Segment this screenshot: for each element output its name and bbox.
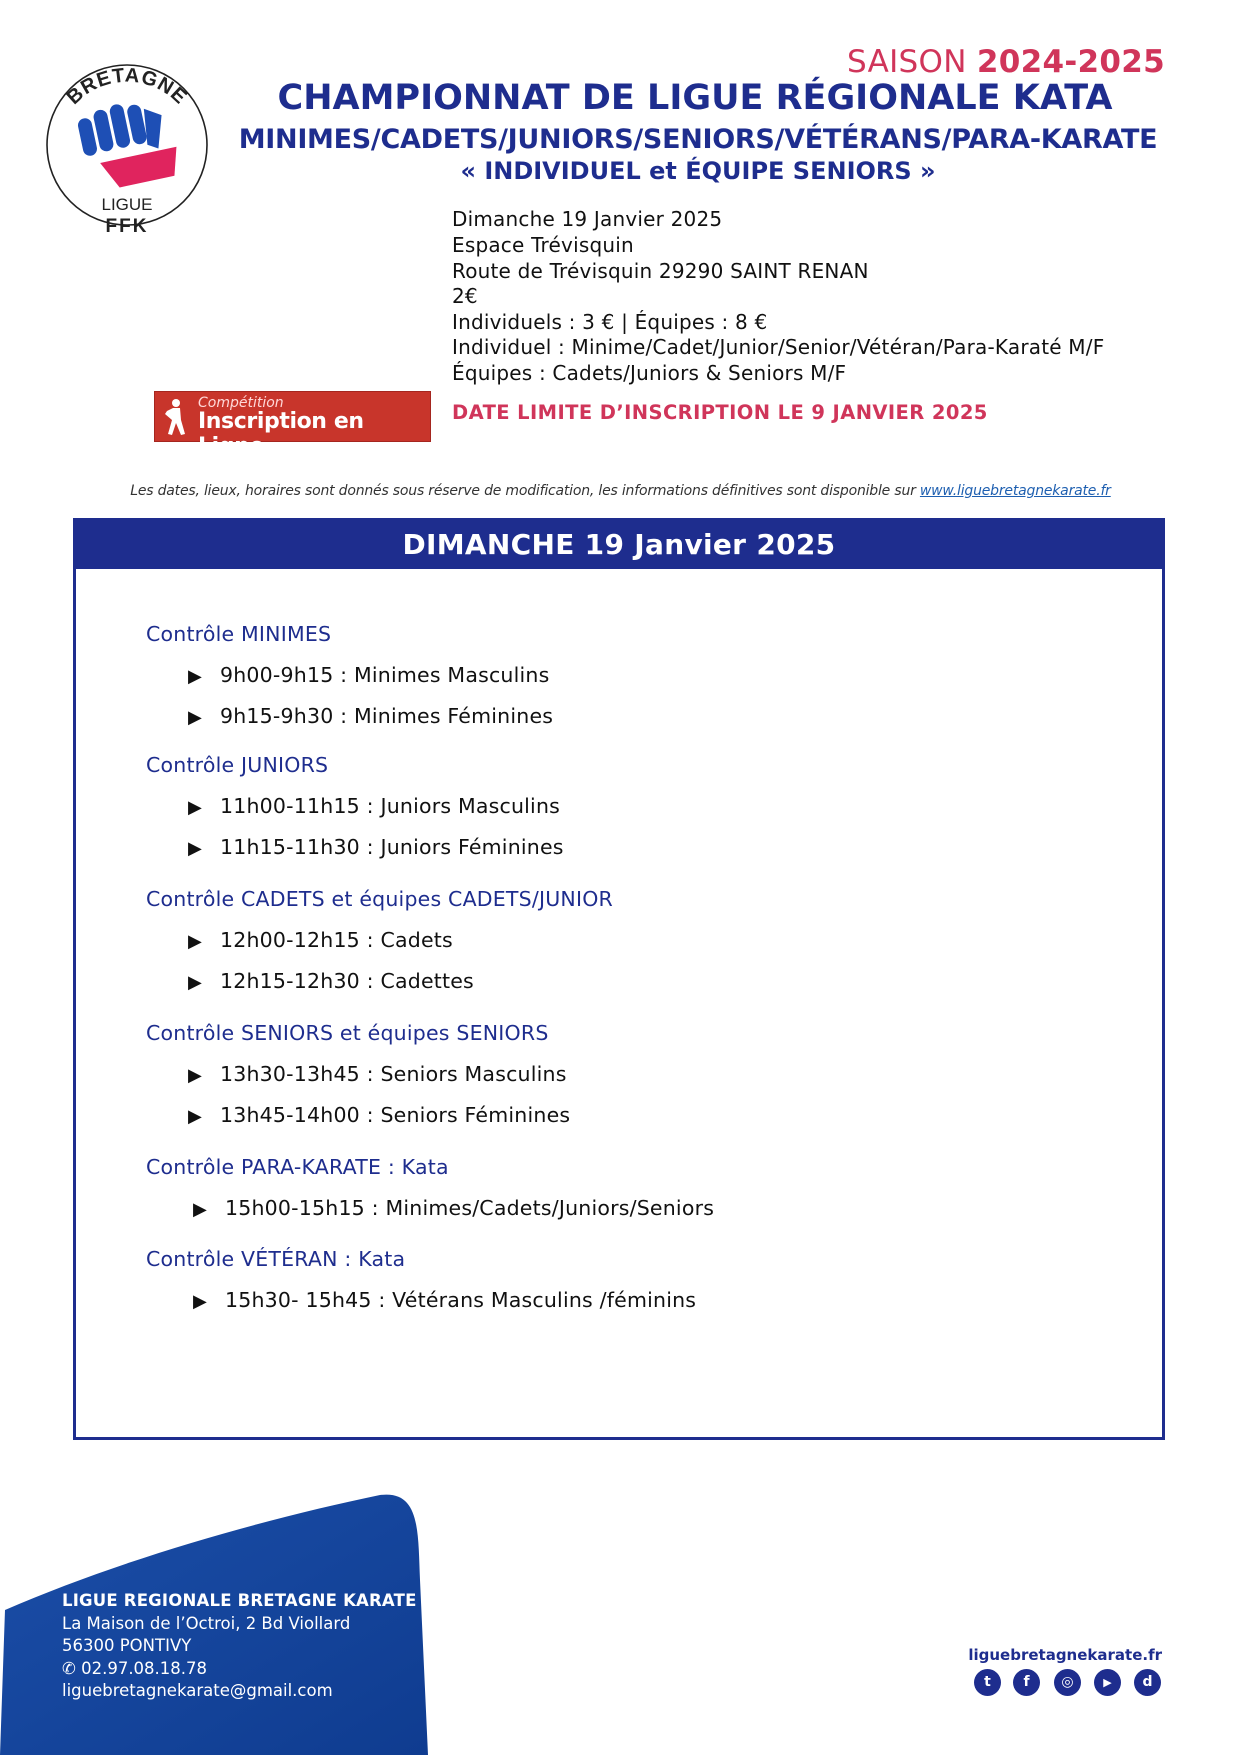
info-value: Individuels : 3 € | Équipes : 8 € (452, 310, 768, 334)
arrow-right-icon: ▶ (193, 1199, 208, 1220)
phone-icon: ✆ (62, 1658, 82, 1678)
arrow-right-icon: ▶ (188, 972, 203, 993)
schedule-item (193, 1288, 696, 1312)
arrow-right-icon: ▶ (193, 1291, 208, 1312)
youtube-icon[interactable]: ▶ (1094, 1669, 1121, 1696)
twitter-icon[interactable]: t (974, 1669, 1001, 1696)
info-value: Route de Trévisquin 29290 SAINT RENAN (452, 259, 869, 283)
info-value: Espace Trévisquin (452, 233, 634, 257)
schedule-item (188, 928, 453, 952)
logo-ffk-text: FFK (105, 216, 149, 237)
arrow-right-icon: ▶ (188, 797, 203, 818)
schedule-item (188, 663, 550, 687)
section-title: Contrôle MINIMES (146, 622, 332, 646)
website-link[interactable]: www.liguebretagnekarate.fr (919, 483, 1111, 499)
footer-website[interactable]: liguebretagnekarate.fr (968, 1646, 1162, 1664)
schedule-item-text: 15h00-15h15 : Minimes/Cadets/Juniors/Seniors (225, 1196, 715, 1220)
schedule-item-text: 9h00-9h15 : Minimes Masculins (220, 663, 550, 687)
disclaimer (0, 483, 1241, 499)
arrow-right-icon: ▶ (188, 1065, 203, 1086)
season-prefix: SAISON (847, 44, 967, 80)
karateka-icon (163, 398, 187, 436)
footer-email[interactable]: liguebretagnekarate@gmail.com (62, 1681, 333, 1700)
schedule-item-text: 11h15-11h30 : Juniors Féminines (220, 835, 564, 859)
info-value: Dimanche 19 Janvier 2025 (452, 207, 723, 231)
schedule-item-text: 15h30- 15h45 : Vétérans Masculins /féminins (225, 1288, 697, 1312)
schedule-item-text: 13h30-13h45 : Seniors Masculins (220, 1062, 567, 1086)
schedule-item (188, 835, 564, 859)
info-value: 2€ (452, 284, 478, 308)
schedule-item (193, 1196, 714, 1220)
season-years: 2024-2025 (976, 44, 1165, 80)
schedule-item-text: 11h00-11h15 : Juniors Masculins (220, 794, 561, 818)
instagram-icon[interactable]: ◎ (1054, 1669, 1081, 1696)
schedule-item (188, 1062, 567, 1086)
schedule-box (73, 518, 1165, 1440)
section-title: Contrôle JUNIORS (146, 753, 329, 777)
logo-ligue-text: LIGUE (101, 195, 153, 214)
online-registration-button[interactable] (154, 391, 431, 459)
page-subtitle: MINIMES/CADETS/JUNIORS/SENIORS/VÉTÉRANS/PARA-KARATE (238, 124, 1158, 155)
logo-arc-text: BRETAGNE (62, 64, 192, 109)
footer-phone: 02.97.08.18.78 (81, 1658, 208, 1678)
info-value: Individuel : Minime/Cadet/Junior/Senior/Vétéran/Para-Karaté M/F (452, 335, 1105, 359)
arrow-right-icon: ▶ (188, 838, 203, 859)
dailymotion-icon[interactable]: d (1134, 1669, 1161, 1696)
section-title: Contrôle VÉTÉRAN : Kata (146, 1247, 406, 1271)
schedule-item-text: 12h15-12h30 : Cadettes (220, 969, 474, 993)
schedule-item-text: 12h00-12h15 : Cadets (220, 928, 453, 952)
info-value: Équipes : Cadets/Juniors & Seniors M/F (452, 361, 847, 385)
footer-org-name: LIGUE REGIONALE BRETAGNE KARATE (62, 1591, 417, 1610)
arrow-right-icon: ▶ (188, 931, 203, 952)
schedule-item (188, 704, 553, 728)
facebook-icon[interactable]: f (1013, 1669, 1040, 1696)
section-title: Contrôle SENIORS et équipes SENIORS (146, 1021, 549, 1045)
schedule-item-text: 13h45-14h00 : Seniors Féminines (220, 1103, 571, 1127)
badge-line1: Compétition (198, 395, 284, 411)
page-subtitle-format: « INDIVIDUEL et ÉQUIPE SENIORS » (460, 157, 936, 185)
arrow-right-icon: ▶ (188, 707, 203, 728)
season-label (847, 44, 1165, 80)
schedule-item-text: 9h15-9h30 : Minimes Féminines (220, 704, 554, 728)
arrow-right-icon: ▶ (188, 1106, 203, 1127)
footer-address2: 56300 PONTIVY (62, 1636, 192, 1655)
disclaimer-text: Les dates, lieux, horaires sont donnés sous réserve de modification, les informations définitives sont disponible sur (130, 483, 920, 499)
badge-line2: Inscription en Ligne (198, 409, 364, 459)
page-title: CHAMPIONNAT DE LIGUE RÉGIONALE KATA (277, 78, 1113, 118)
footer-contact (62, 1590, 417, 1703)
schedule-item (188, 1103, 570, 1127)
section-title: Contrôle PARA-KARATE : Kata (146, 1155, 449, 1179)
section-title: Contrôle CADETS et équipes CADETS/JUNIOR (146, 887, 613, 911)
schedule-item (188, 969, 474, 993)
arrow-right-icon: ▶ (188, 666, 203, 687)
footer-address1: La Maison de l’Octroi, 2 Bd Viollard (62, 1613, 351, 1633)
schedule-header: DIMANCHE 19 Janvier 2025 (76, 521, 1162, 569)
registration-deadline: DATE LIMITE D’INSCRIPTION LE 9 JANVIER 2025 (452, 401, 988, 424)
schedule-item (188, 794, 560, 818)
